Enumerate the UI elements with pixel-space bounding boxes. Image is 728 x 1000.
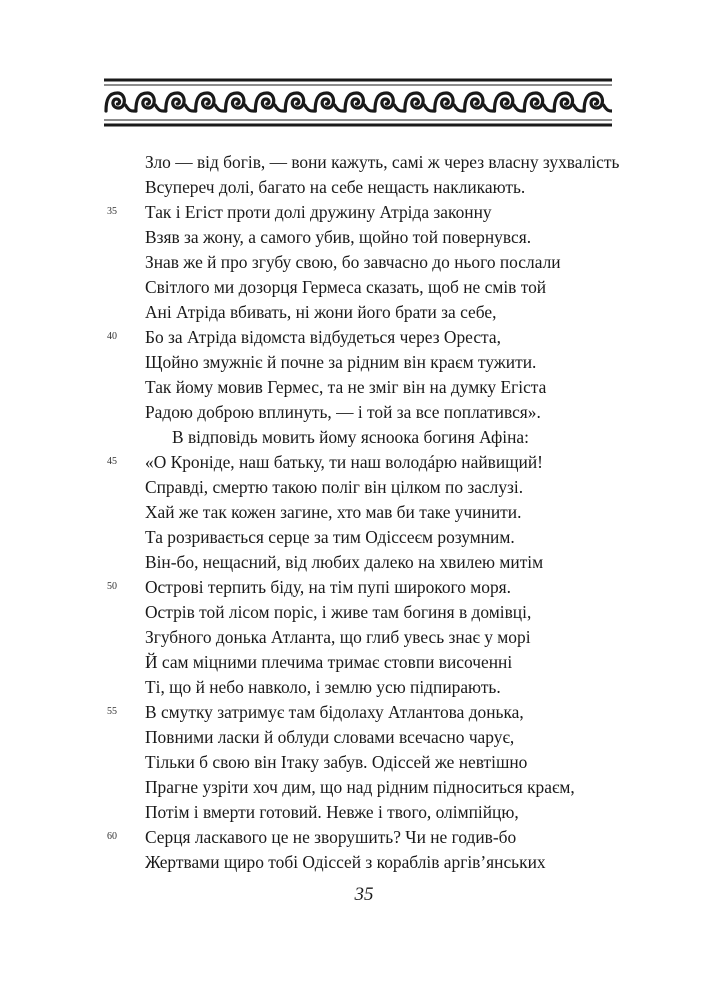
verse-line <box>0 475 728 500</box>
verse-line <box>0 500 728 525</box>
verse-line <box>0 200 728 225</box>
wave-scroll-unit <box>524 93 554 111</box>
verse-line <box>0 600 728 625</box>
verse-line <box>0 325 728 350</box>
verse-text: Всупереч долі, багато на себе нещасть накликають. <box>145 177 526 197</box>
verse-line <box>0 675 728 700</box>
line-number: 45 <box>107 456 117 467</box>
verse-text: Світлого ми дозорця Гермеса сказать, щоб не смів той <box>145 277 547 297</box>
verse-line <box>0 725 728 750</box>
verse-text: Радою доброю вплинуть, — і той за все поплатився». <box>145 402 541 422</box>
verse-line <box>0 775 728 800</box>
verse-text: Взяв за жону, а самого убив, щойно той повернувся. <box>145 227 532 247</box>
verse-text: Він-бо, нещасний, від любих далеко на хвилею митім <box>145 552 544 572</box>
verse-text: Острові терпить біду, на тім пупі широкого моря. <box>145 577 512 597</box>
verse-text: Й сам міцними плечима тримає стовпи височенні <box>145 652 513 672</box>
verse-line <box>0 150 728 175</box>
verse-line <box>0 825 728 850</box>
verse-line <box>0 350 728 375</box>
wave-scroll-unit <box>136 93 166 111</box>
verse-text: Ті, що й небо навколо, і землю усю підпирають. <box>145 677 501 697</box>
verse-text: Згубного донька Атланта, що глиб увесь знає у морі <box>145 627 531 647</box>
line-number: 40 <box>107 331 117 342</box>
verse-text: В відповідь мовить йому ясноока богиня Афіна: <box>172 427 529 447</box>
wave-scroll-ornament <box>104 76 612 136</box>
wave-scroll-unit <box>465 93 495 111</box>
wave-scroll-unit <box>375 93 405 111</box>
verse-text: Щойно змужніє й почне за рідним він краєм тужити. <box>145 352 537 372</box>
verse-text: «О Кроніде, наш батьку, ти наш володáрю найвищий! <box>145 452 543 472</box>
wave-scroll-unit <box>196 93 226 111</box>
verse-text: Так йому мовив Гермес, та не зміг він на думку Егіста <box>145 377 547 397</box>
verse-line <box>0 300 728 325</box>
verse-line <box>0 525 728 550</box>
verse-text: Так і Егіст проти долі дружину Атріда законну <box>145 202 492 222</box>
verse-line <box>0 575 728 600</box>
verse-text: Та розривається серце за тим Одіссеєм розумним. <box>145 527 515 547</box>
verse-line <box>0 375 728 400</box>
verse-text: Серця ласкавого це не зворушить? Чи не годив-бо <box>145 827 517 847</box>
wave-scroll-unit <box>226 93 256 111</box>
wave-scroll-unit <box>345 93 375 111</box>
line-number: 55 <box>107 706 117 717</box>
verse-text: В смутку затримує там бідолаху Атлантова донька, <box>145 702 524 722</box>
verse-line <box>0 225 728 250</box>
verse-line <box>0 550 728 575</box>
wave-scroll-unit <box>405 93 435 111</box>
verse-line <box>0 625 728 650</box>
verse-text: Тільки б свою він Ітаку забув. Одіссей же невтішно <box>145 752 528 772</box>
verse-line <box>0 450 728 475</box>
wave-scroll-unit <box>435 93 465 111</box>
page-number: 35 <box>354 884 374 905</box>
wave-scroll-unit <box>584 93 612 111</box>
verse-line <box>0 700 728 725</box>
wave-scroll-unit <box>315 93 345 111</box>
verse-line <box>0 425 728 450</box>
verse-text: Прагне узріти хоч дим, що над рідним підноситься краєм, <box>145 777 575 797</box>
verse-line <box>0 750 728 775</box>
verse-line <box>0 650 728 675</box>
verse-text: Знав же й про згубу свою, бо завчасно до нього послали <box>145 252 561 272</box>
verse-text: Бо за Атріда відомста відбудеться через Ореста, <box>145 327 501 347</box>
verse-line <box>0 275 728 300</box>
verse-text: Потім і вмерти готовий. Невже і твого, олімпійцю, <box>145 802 519 822</box>
verse-line <box>0 175 728 200</box>
line-number: 60 <box>107 831 117 842</box>
verse-line <box>0 250 728 275</box>
verse-text: Справді, смертю такою поліг він цілком по заслузі. <box>145 477 524 497</box>
verse-text: Повними ласки й облуди словами всечасно чарує, <box>145 727 515 747</box>
wave-scroll-unit <box>285 93 315 111</box>
verse-text: Зло — від богів, — вони кажуть, самі ж через власну зухвалість <box>145 152 620 172</box>
verse-line <box>0 800 728 825</box>
verse-text: Жертвами щиро тобі Одіссей з кораблів аргів’янських <box>145 852 546 872</box>
wave-scroll-unit <box>166 93 196 111</box>
wave-scroll-unit <box>106 93 136 111</box>
wave-scroll-unit <box>554 93 584 111</box>
wave-scroll-unit <box>494 93 524 111</box>
verse-text: Хай же так кожен загине, хто мав би таке учинити. <box>145 502 522 522</box>
line-number: 35 <box>107 206 117 217</box>
verse-line <box>0 850 728 875</box>
line-number: 50 <box>107 581 117 592</box>
verse-text: Острів той лісом поріс, і живе там богиня в домівці, <box>145 602 532 622</box>
verse-line <box>0 400 728 425</box>
wave-scroll-unit <box>255 93 285 111</box>
verse-text: Ані Атріда вбивать, ні жони його брати за себе, <box>145 302 497 322</box>
